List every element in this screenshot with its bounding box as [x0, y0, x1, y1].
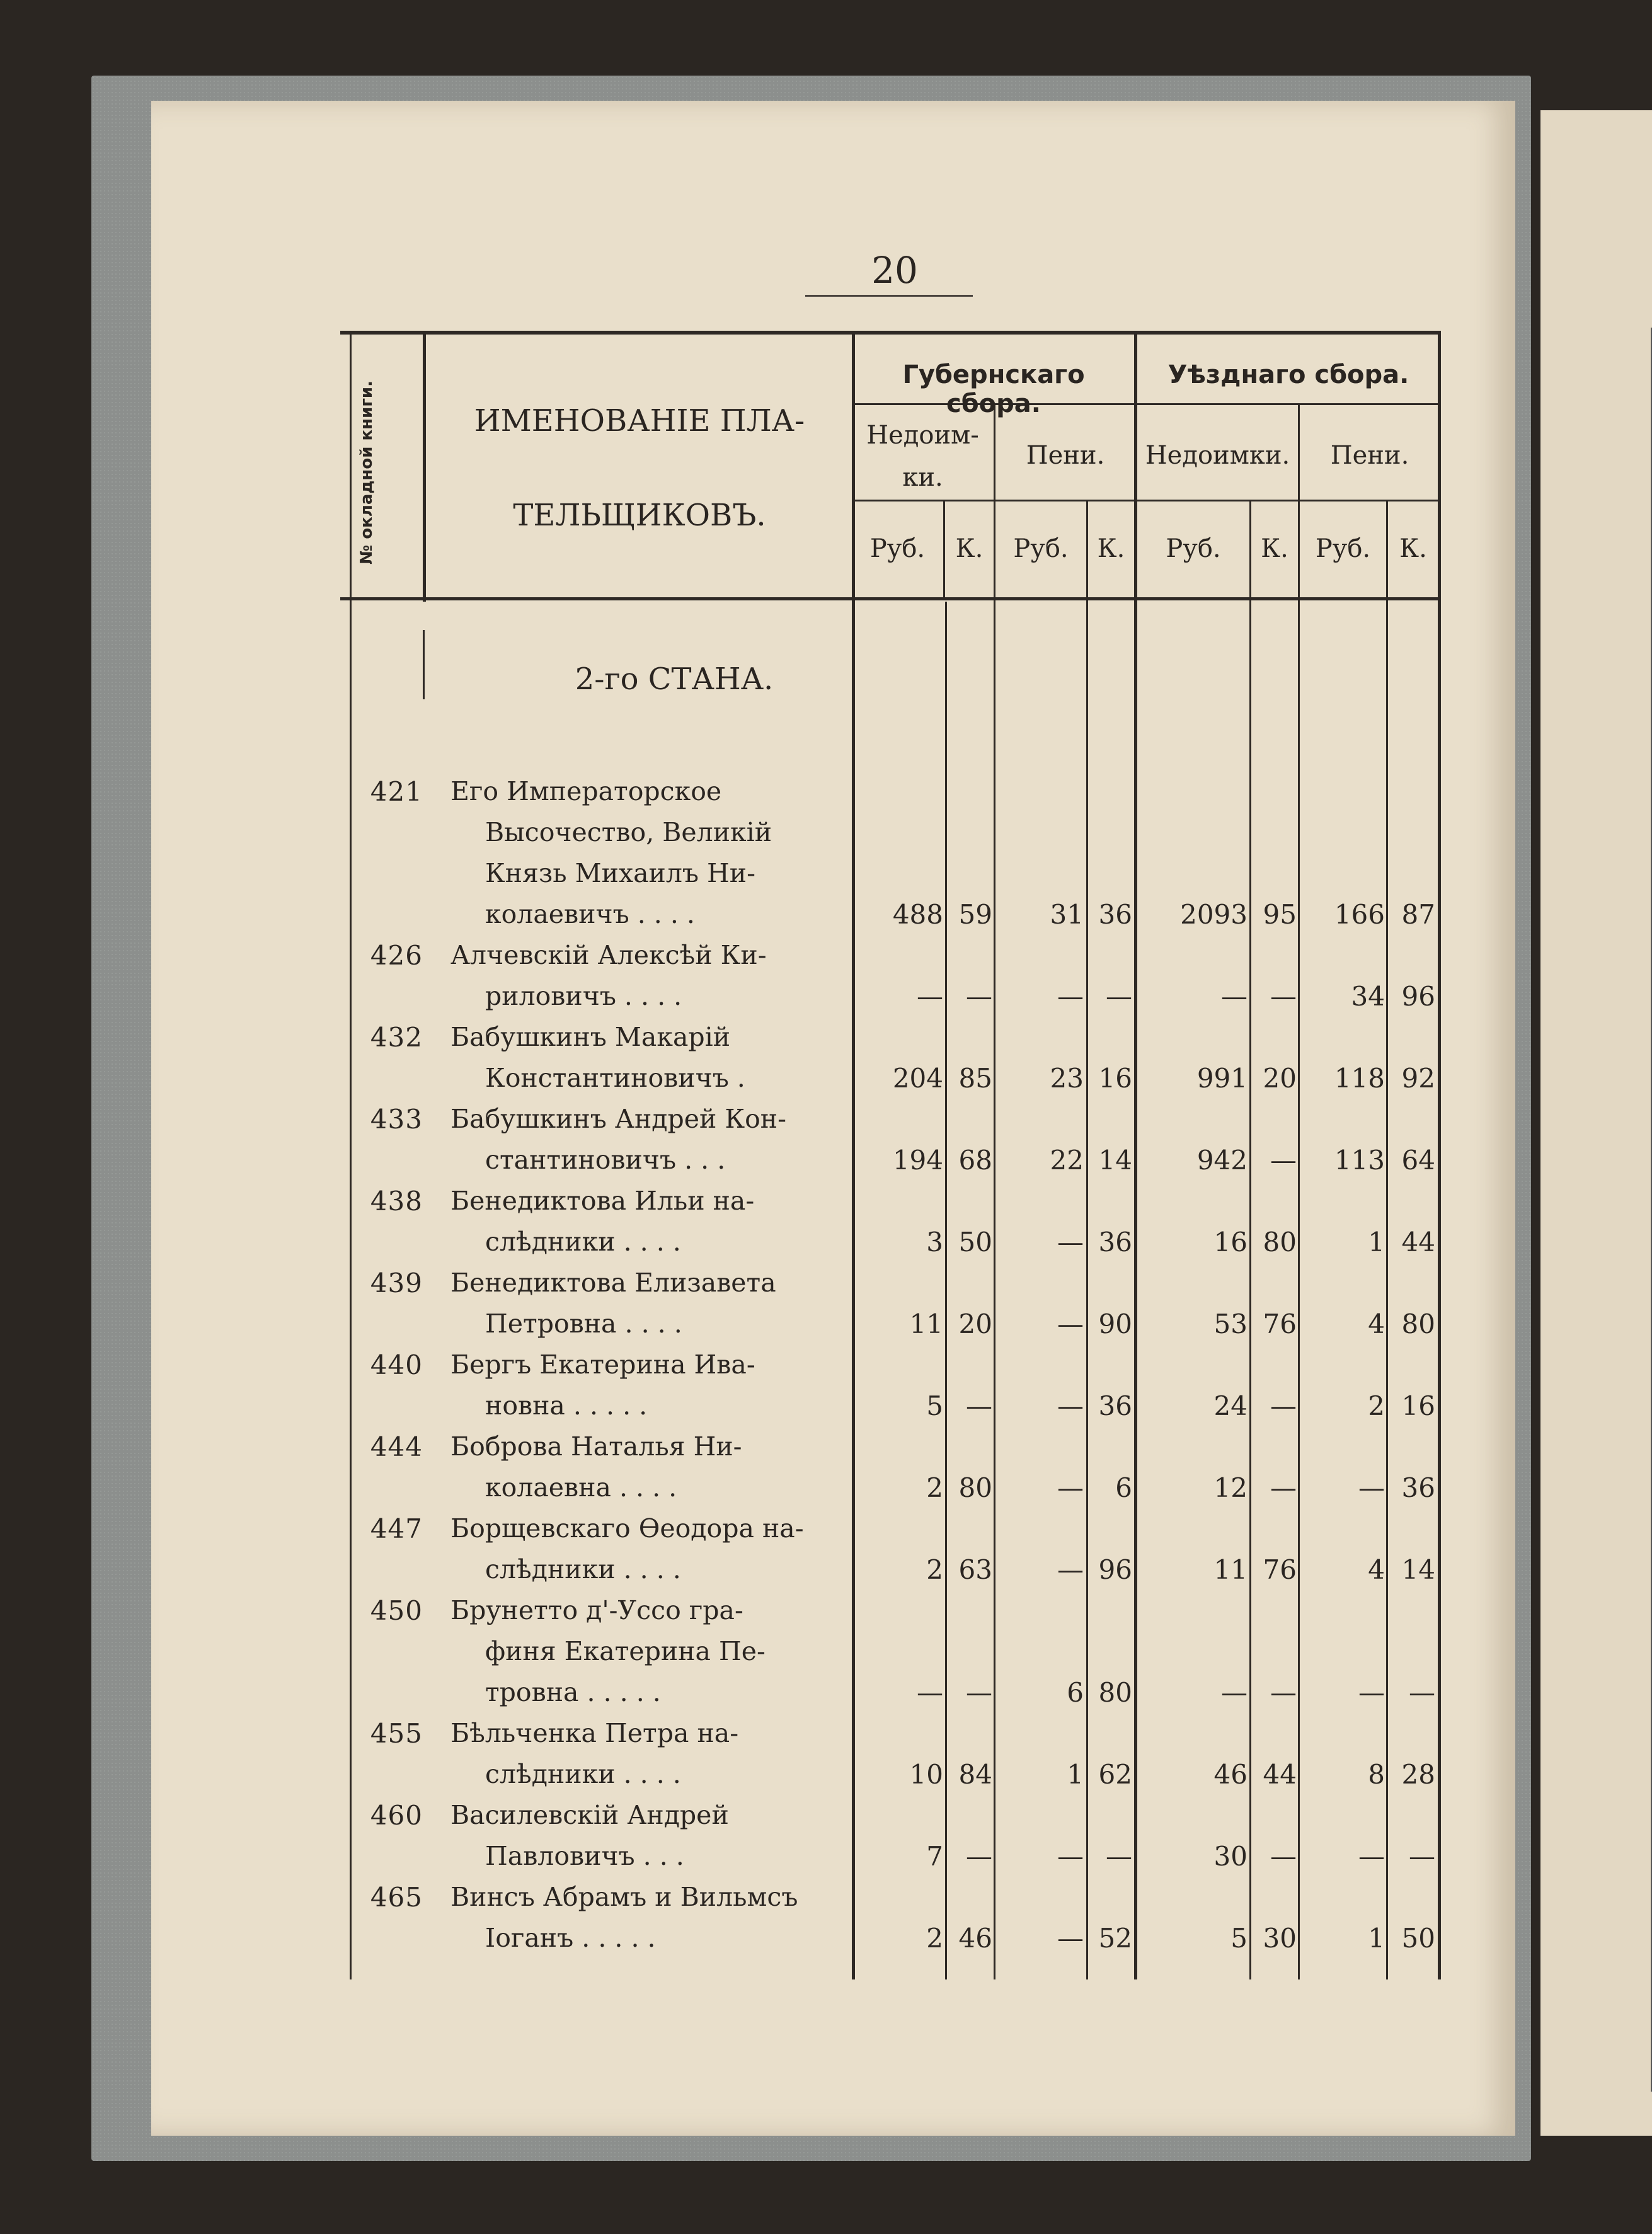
amount-cell: 64 [1401, 1145, 1435, 1176]
amount-cell: 5 [1230, 1923, 1248, 1954]
amount-cell: 68 [958, 1145, 992, 1176]
amount-cell: 4 [1368, 1554, 1385, 1585]
amount-cell: — [1106, 1841, 1132, 1872]
payer-name-line: Іоганъ . . . . . [485, 1923, 656, 1953]
body-column-rule [994, 602, 995, 1979]
amount-cell: 50 [1401, 1923, 1435, 1954]
book-column-rule [350, 331, 352, 1979]
amount-cell: — [1057, 1554, 1084, 1585]
amount-cell: — [1409, 1677, 1435, 1708]
amount-cell: — [1409, 1841, 1435, 1872]
body-column-rule [1086, 602, 1088, 1979]
payer-name-line: Брунетто д'-Уссо гра- [450, 1595, 743, 1625]
payer-name-line: Борщевскаго Ѳеодора на- [450, 1513, 804, 1544]
amount-cell: 8 [1368, 1759, 1385, 1790]
amount-cell: 59 [958, 899, 992, 930]
book-number-header: № окладной книги. [357, 380, 376, 565]
amount-cell: 22 [1050, 1145, 1084, 1176]
amount-cell: 44 [1263, 1759, 1297, 1790]
amount-cell: 30 [1263, 1923, 1297, 1954]
amount-cell: — [1358, 1841, 1385, 1872]
payer-name-line: колаевна . . . . [485, 1472, 677, 1503]
amount-cell: 6 [1115, 1472, 1132, 1503]
payer-name-line: Бѣльченка Петра на- [450, 1718, 739, 1748]
body-column-rule [1438, 602, 1441, 1979]
payer-name-line: Константиновичъ . [485, 1063, 745, 1093]
amount-cell: 80 [1263, 1227, 1297, 1257]
amount-cell: 31 [1050, 899, 1084, 930]
amount-cell: 30 [1213, 1841, 1248, 1872]
amount-cell: 80 [958, 1472, 992, 1503]
row-book-number: 438 [370, 1186, 423, 1217]
amount-cell: — [966, 1677, 992, 1708]
amount-cell: 4 [1368, 1309, 1385, 1339]
amount-cell: 5 [926, 1390, 943, 1421]
amount-cell: 36 [1098, 899, 1132, 930]
amount-cell: 10 [909, 1759, 943, 1790]
page-number: 20 [871, 249, 918, 292]
amount-cell: — [1057, 1841, 1084, 1872]
payer-name-line: Бенедиктова Елизавета [450, 1268, 776, 1298]
amount-cell: 3 [926, 1227, 943, 1257]
amount-cell: 942 [1196, 1145, 1248, 1176]
amount-cell: 118 [1334, 1063, 1385, 1094]
payer-name-line: новна . . . . . [485, 1390, 648, 1421]
amount-cell: — [1057, 1390, 1084, 1421]
amount-cell: 2 [926, 1554, 943, 1585]
payer-name-line: Алчевскій Алексѣй Ки- [450, 940, 767, 970]
payer-name-line: Бабушкинъ Андрей Кон- [450, 1104, 786, 1134]
amount-cell: 6 [1067, 1677, 1084, 1708]
amount-cell: 2 [1368, 1390, 1385, 1421]
amount-cell: 36 [1098, 1227, 1132, 1257]
payer-name-line: финя Екатерина Пе- [485, 1636, 766, 1666]
row-book-number: 421 [370, 776, 423, 807]
gub-nedoimki-header-b: ки. [902, 463, 943, 492]
amount-cell: — [1270, 1841, 1297, 1872]
row-book-number: 433 [370, 1104, 423, 1135]
amount-cell: 113 [1334, 1145, 1385, 1176]
amount-cell: — [1270, 1677, 1297, 1708]
amount-cell: 194 [892, 1145, 943, 1176]
amount-cell: 1 [1368, 1227, 1385, 1257]
amount-cell: — [917, 981, 943, 1012]
payer-name-line: Бенедиктова Ильи на- [450, 1186, 755, 1216]
amount-cell: 50 [958, 1227, 992, 1257]
amount-cell: 14 [1098, 1145, 1132, 1176]
rub-header-4: Руб. [1315, 534, 1371, 563]
payer-name-line: слѣдники . . . . [485, 1554, 681, 1584]
rub-header-3: Руб. [1166, 534, 1221, 563]
subheader-rule-2 [852, 500, 1440, 501]
amount-cell: 2 [926, 1472, 943, 1503]
amount-cell: 76 [1263, 1554, 1297, 1585]
amount-cell: 16 [1098, 1063, 1132, 1094]
amount-cell: 24 [1213, 1390, 1248, 1421]
amount-cell: 80 [1401, 1309, 1435, 1339]
amount-cell: 84 [958, 1759, 992, 1790]
amount-cell: 95 [1263, 899, 1297, 930]
col-rule-num [423, 331, 426, 602]
uezd-peni-header: Пени. [1330, 441, 1409, 470]
rub-header-1: Руб. [869, 534, 926, 563]
payer-name-line: Винсъ Абрамъ и Вильмсъ [450, 1882, 798, 1912]
amount-cell: 204 [892, 1063, 943, 1094]
rub-header-2: Руб. [1013, 534, 1069, 563]
amount-cell: — [1358, 1472, 1385, 1503]
payer-name-line: Бергъ Екатерина Ива- [450, 1349, 755, 1380]
amount-cell: — [1270, 981, 1297, 1012]
amount-cell: 166 [1334, 899, 1385, 930]
amount-cell: 28 [1401, 1759, 1435, 1790]
amount-cell: 7 [926, 1841, 943, 1872]
row-book-number: 450 [370, 1595, 423, 1626]
amount-cell: 20 [958, 1309, 992, 1339]
amount-cell: 2 [926, 1923, 943, 1954]
amount-cell: 1 [1067, 1759, 1084, 1790]
amount-cell: 80 [1098, 1677, 1132, 1708]
amount-cell: — [1057, 1227, 1084, 1257]
kop-header-3: К. [1261, 534, 1288, 563]
payer-name-line: Бабушкинъ Макарій [450, 1022, 731, 1052]
gub-sbor-header: Губернскаго сбора. [902, 360, 1085, 418]
kop-header-2: К. [1097, 534, 1125, 563]
row-book-number: 465 [370, 1882, 423, 1913]
amount-cell: 12 [1213, 1472, 1248, 1503]
amount-cell: — [1057, 981, 1084, 1012]
row-book-number: 440 [370, 1349, 423, 1380]
body-column-rule [1249, 602, 1251, 1979]
payer-name-line: слѣдники . . . . [485, 1759, 681, 1789]
amount-cell: 1 [1368, 1923, 1385, 1954]
amount-cell: 44 [1401, 1227, 1435, 1257]
payer-name-line: слѣдники . . . . [485, 1227, 681, 1257]
amount-cell: — [1221, 981, 1248, 1012]
amount-cell: — [1270, 1145, 1297, 1176]
row-book-number: 455 [370, 1718, 423, 1749]
payer-name-line: Его Императорское [450, 776, 722, 806]
amount-cell: 85 [958, 1063, 992, 1094]
payer-name-line: тровна . . . . . [485, 1677, 661, 1707]
amount-cell: 92 [1401, 1063, 1435, 1094]
amount-cell: 14 [1401, 1554, 1435, 1585]
amount-cell: 90 [1098, 1309, 1132, 1339]
amount-cell: 96 [1098, 1554, 1132, 1585]
amount-cell: 16 [1401, 1390, 1435, 1421]
amount-cell: 16 [1213, 1227, 1248, 1257]
kop-header-4: К. [1399, 534, 1427, 563]
gub-peni-header: Пени. [1026, 441, 1105, 470]
amount-cell: 11 [909, 1309, 943, 1339]
amount-cell: 991 [1196, 1063, 1248, 1094]
amount-cell: 36 [1098, 1390, 1132, 1421]
amount-cell: 46 [1213, 1759, 1248, 1790]
amount-cell: — [966, 981, 992, 1012]
gub-nedoimki-header-a: Недоим- [866, 421, 979, 450]
payer-name-line: стантиновичъ . . . [485, 1145, 726, 1175]
amount-cell: — [1106, 981, 1132, 1012]
amount-cell: 23 [1050, 1063, 1084, 1094]
amount-cell: 62 [1098, 1759, 1132, 1790]
row-book-number: 460 [370, 1800, 423, 1831]
body-column-rule [852, 602, 855, 1979]
row-book-number: 439 [370, 1268, 423, 1298]
amount-cell: — [966, 1841, 992, 1872]
amount-cell: — [1057, 1472, 1084, 1503]
amount-cell: 36 [1401, 1472, 1435, 1503]
table-top-rule [340, 331, 1440, 335]
amount-cell: — [1358, 1677, 1385, 1708]
amount-cell: 11 [1213, 1554, 1248, 1585]
payer-name-line: Князь Михаилъ Ни- [485, 858, 755, 888]
amount-cell: 52 [1098, 1923, 1132, 1954]
payer-name-line: Боброва Наталья Ни- [450, 1431, 742, 1462]
row-book-number: 426 [370, 940, 423, 971]
body-column-rule [1386, 602, 1388, 1979]
amount-cell: 63 [958, 1554, 992, 1585]
body-column-rule [1134, 602, 1137, 1979]
amount-cell: — [1057, 1923, 1084, 1954]
uezd-sbor-header: Уѣзднаго сбора. [1167, 360, 1409, 389]
payer-name-line: Павловичъ . . . [485, 1841, 684, 1871]
kop-header-1: К. [955, 534, 984, 563]
payer-header-line1: ИМЕНОВАНІЕ ПЛА- [474, 403, 805, 438]
amount-cell: 76 [1263, 1309, 1297, 1339]
row-book-number: 447 [370, 1513, 423, 1544]
amount-cell: 53 [1213, 1309, 1248, 1339]
payer-name-line: Василевскій Андрей [450, 1800, 729, 1830]
section-title: 2-го СТАНА. [575, 662, 774, 697]
amount-cell: 34 [1351, 981, 1385, 1012]
amount-cell: 87 [1401, 899, 1435, 930]
header-bottom-rule [340, 597, 1440, 600]
payer-header-line2: ТЕЛЬЩИКОВЪ. [513, 498, 766, 533]
amount-cell: — [966, 1390, 992, 1421]
col-rule-num-body [423, 630, 425, 699]
payer-name-line: Петровна . . . . [485, 1309, 682, 1339]
amount-cell: 2093 [1180, 899, 1248, 930]
amount-cell: 20 [1263, 1063, 1297, 1094]
payer-name-line: колаевичъ . . . . [485, 899, 695, 929]
payer-name-line: Высочество, Великій [485, 817, 772, 847]
amount-cell: — [917, 1677, 943, 1708]
amount-cell: 96 [1401, 981, 1435, 1012]
body-column-rule [945, 602, 947, 1979]
payer-name-line: риловичъ . . . . [485, 981, 682, 1011]
row-book-number: 432 [370, 1022, 423, 1053]
amount-cell: — [1221, 1677, 1248, 1708]
amount-cell: — [1270, 1390, 1297, 1421]
uezd-nedoimki-header: Недоимки. [1145, 441, 1290, 470]
amount-cell: 488 [892, 899, 943, 930]
amount-cell: — [1270, 1472, 1297, 1503]
amount-cell: — [1057, 1309, 1084, 1339]
row-book-number: 444 [370, 1431, 423, 1462]
amount-cell: 46 [958, 1923, 992, 1954]
body-column-rule [1298, 602, 1300, 1979]
